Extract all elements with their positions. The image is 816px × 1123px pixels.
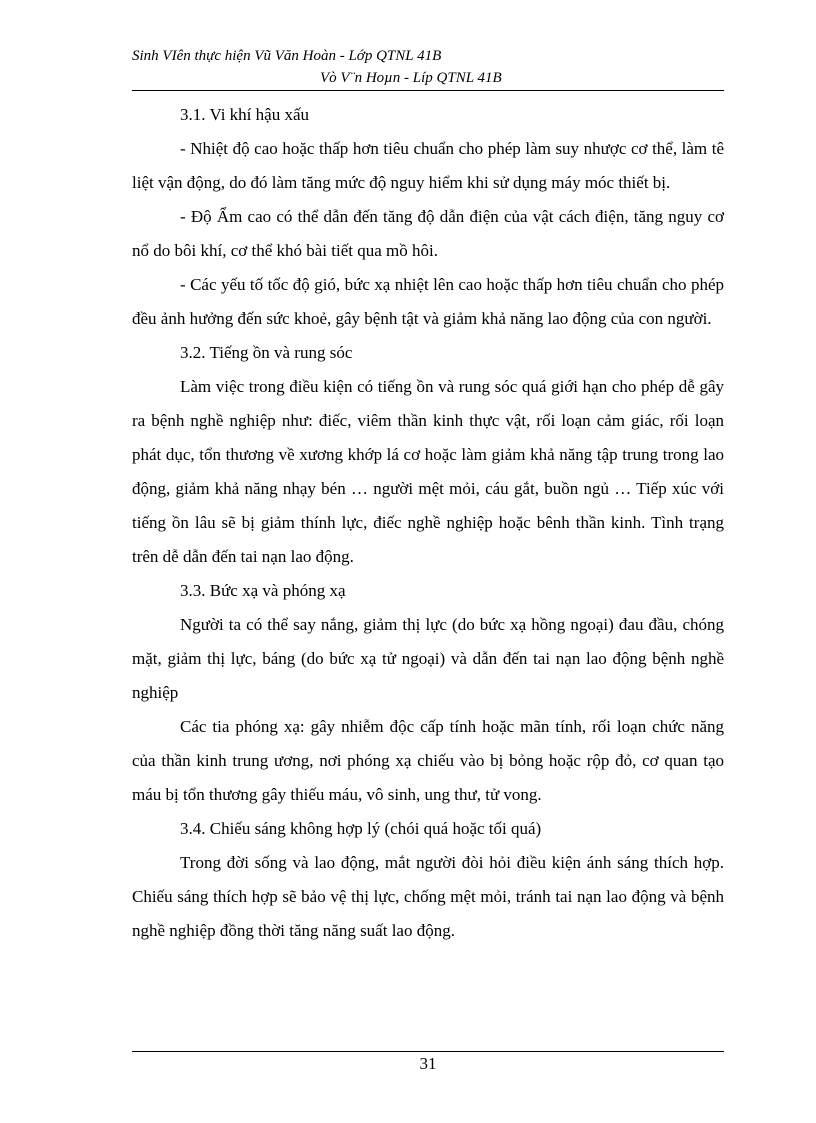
header-author-line-legacy-encoding: Vò V¨n Hoµn - Líp QTNL 41B — [320, 70, 502, 86]
body-paragraph: - Độ Ẩm cao có thể dẫn đến tăng độ dẫn điện của vật cách điện, tăng nguy cơ nổ do bôi khí, cơ thể khó bài tiết qua mồ hôi. — [132, 207, 724, 260]
page-number: 31 — [419, 1054, 437, 1073]
section-heading-3-4: 3.4. Chiếu sáng không hợp lý (chói quá hoặc tối quá) — [180, 819, 542, 838]
header-author-line: Sinh VIên thực hiện Vũ Văn Hoàn - Lớp QTNL 41B — [132, 48, 442, 64]
running-header — [132, 48, 724, 92]
body-paragraph: Trong đời sống và lao động, mắt người đòi hỏi điều kiện ánh sáng thích hợp. Chiếu sáng thích hợp sẽ bảo vệ thị lực, chống mệt mỏi, tránh tai nạn lao động và bệnh nghề nghiệp đồng thời tăng năng suất lao động. — [132, 853, 724, 940]
footer-divider — [132, 1051, 724, 1052]
header-divider — [132, 90, 724, 91]
section-heading-3-3: 3.3. Bức xạ và phóng xạ — [180, 581, 346, 600]
body-paragraph: Người ta có thể say nắng, giảm thị lực (do bức xạ hồng ngoại) đau đầu, chóng mặt, giảm thị lực, báng (do bức xạ tử ngoại) và dẫn đến tai nạn lao động bệnh nghề nghiệp — [132, 615, 724, 702]
body-paragraph: Làm việc trong điều kiện có tiếng ồn và rung sóc quá giới hạn cho phép dễ gây ra bệnh nghề nghiệp như: điếc, viêm thần kinh thực vật, rối loạn cảm giác, rối loạn phát dục, tổn thương về xương khớp lá cơ hoặc làm giảm khả năng tập trung trong lao động, giảm khả năng nhạy bén … người mệt mỏi, cáu gắt, buồn ngủ … Tiếp xúc với tiếng ồn lâu sẽ bị giảm thính lực, điếc nghề nghiệp hoặc bênh thần kinh. Tình trạng trên dễ dẫn đến tai nạn lao động. — [132, 377, 724, 566]
section-heading-3-2: 3.2. Tiếng ồn và rung sóc — [180, 343, 353, 362]
document-body — [132, 98, 724, 948]
body-paragraph: Các tia phóng xạ: gây nhiễm độc cấp tính hoặc mãn tính, rối loạn chức năng của thần kinh trung ương, nơi phóng xạ chiếu vào bị bỏng hoặc rộp đỏ, cơ quan tạo máu bị tổn thương gây thiếu máu, vô sinh, ung thư, tử vong. — [132, 717, 724, 804]
body-paragraph: - Nhiệt độ cao hoặc thấp hơn tiêu chuẩn cho phép làm suy nhược cơ thể, làm tê liệt vận động, do đó làm tăng mức độ nguy hiểm khi sử dụng máy móc thiết bị. — [132, 139, 724, 192]
body-paragraph: - Các yếu tố tốc độ gió, bức xạ nhiệt lên cao hoặc thấp hơn tiêu chuẩn cho phép đều ảnh hưởng đến sức khoẻ, gây bệnh tật và giảm khả năng lao động của con người. — [132, 275, 724, 328]
section-heading-3-1: 3.1. Vi khí hậu xấu — [180, 105, 309, 124]
